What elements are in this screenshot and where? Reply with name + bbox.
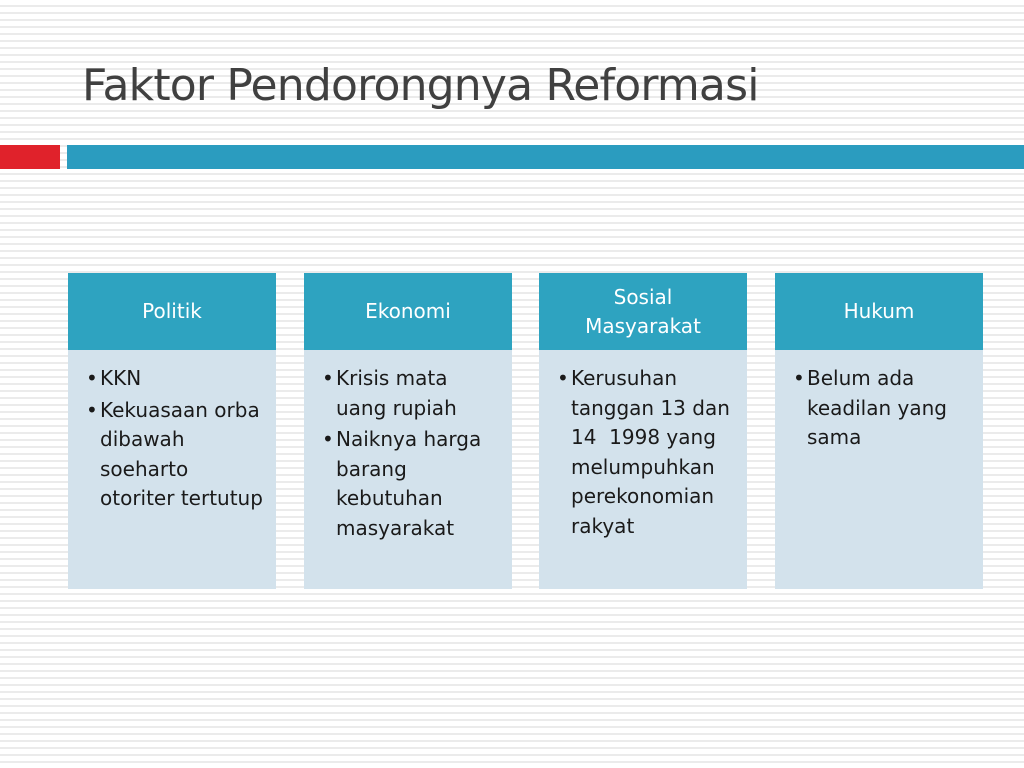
column-heading: Ekonomi [304, 273, 512, 350]
column-body [68, 350, 276, 589]
column-body [775, 350, 983, 589]
bullet-list [557, 364, 737, 541]
column-politik [68, 273, 276, 589]
slide-title: Faktor Pendorongnya Reformasi [82, 60, 759, 111]
column-hukum [775, 273, 983, 589]
column-body [539, 350, 747, 589]
column-heading: Politik [68, 273, 276, 350]
column-body [304, 350, 512, 589]
list-item: • Kerusuhan tanggan 13 dan 14 1998 yang melumpuhkan perekonomian rakyat [557, 364, 737, 541]
column-heading-text: Sosial Masyarakat [585, 284, 701, 338]
bullet-list [793, 364, 973, 453]
list-item: • Belum ada keadilan yang sama [793, 364, 973, 453]
column-sosial-masyarakat [539, 273, 747, 589]
bullet-list [86, 364, 266, 514]
list-item: • Kekuasaan orba dibawah soeharto otoriter tertutup [86, 396, 266, 514]
list-item: • Krisis mata uang rupiah [322, 364, 502, 423]
column-ekonomi [304, 273, 512, 589]
column-heading [539, 273, 747, 350]
list-item: • Naiknya harga barang kebutuhan masyarakat [322, 425, 502, 543]
column-heading: Hukum [775, 273, 983, 350]
list-item: • KKN [86, 364, 266, 394]
bullet-list [322, 364, 502, 543]
